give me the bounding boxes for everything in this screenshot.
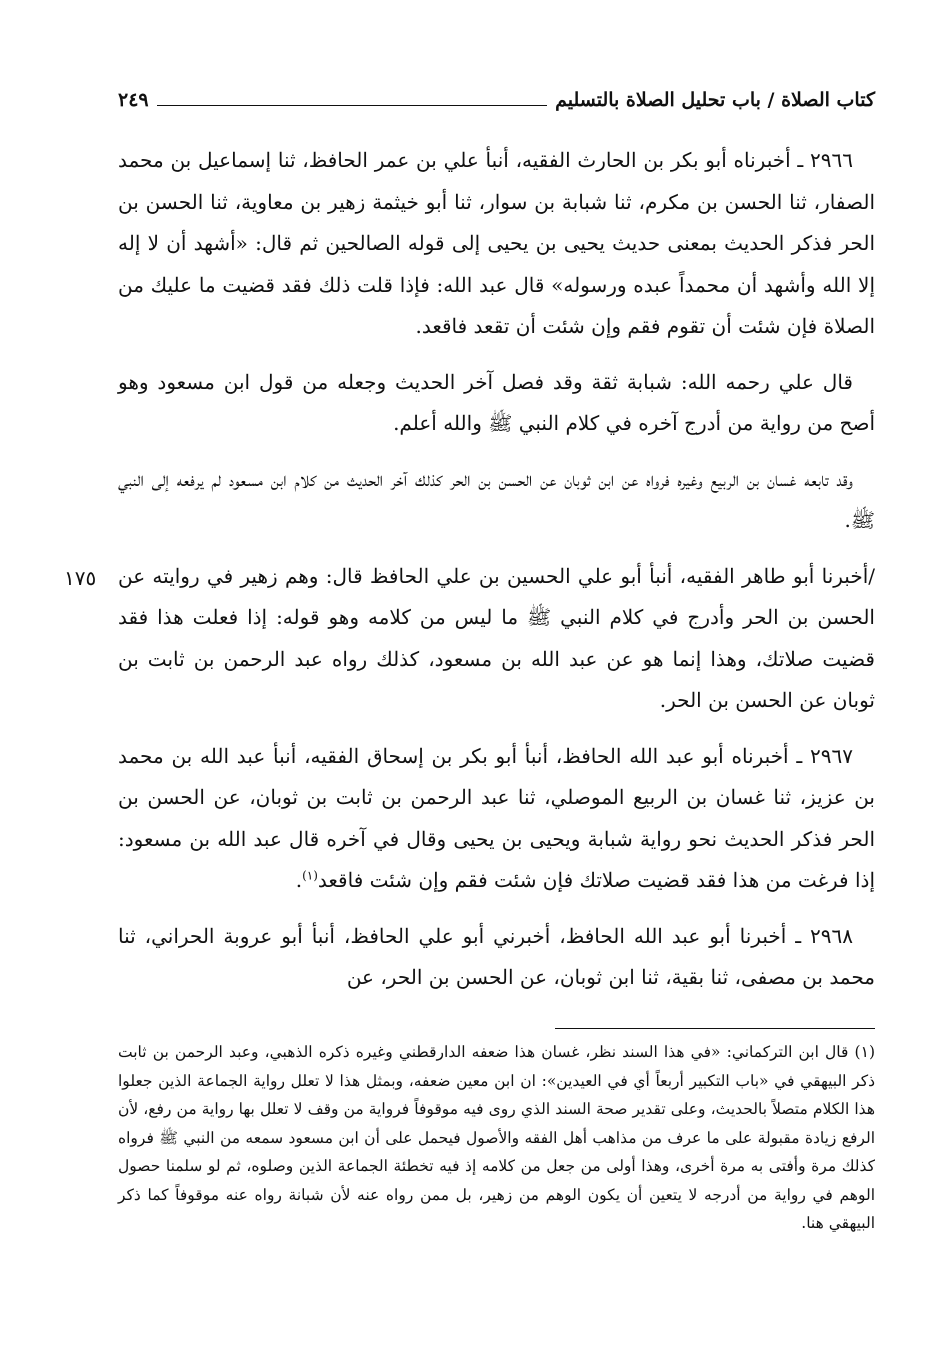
header-rule	[157, 105, 547, 106]
page-number: ٢٤٩	[118, 89, 149, 111]
footnote-reference[interactable]: (١)	[302, 868, 318, 883]
footnote: (١) قال ابن التركماني: «في هذا السند نظر، غسان هذا ضعفه الدارقطني وغيره ذكره الذهبي، وعبد الرحمن بن ثابت ذكر البيهقي في «باب التكبير أربعاً أي في العيدين»: ان ابن معين ضعفه، وبمثل هذا لا تعلل رواية الجماعة الذين جعلوا هذا الكلام متصلاً بالحديث، وعلى تقدير صحة السند الذي روى فيه موقوفاً فرواية من وقف لا تعلل بها رواية من رفع، لأن الرفع زيادة مقبولة على ما عرف من مذاهب أهل الفقه والأصول فيحمل على أن ابن مسعود سمعه من النبي ﷺ فرواه كذلك مرة وأفتى به مرة أخرى، وهذا أولى من جعل من كلامه إذ فيه تخطئة الجماعة الذين وصلوه، ثم لو سلمنا حصول الوهم في رواية من أدرجه لا يتعين أن يكون الوهم من زهير، بل ممن رواه عنه لأن شبانة رواه عنه موقوفاً كما ذكر البيهقي هنا.	[118, 1043, 875, 1232]
footnote-divider	[555, 1028, 875, 1029]
margin-number: ١٧٥	[64, 566, 97, 590]
paragraph-abu-tahir: /أخبرنا أبو طاهر الفقيه، أنبأ أبو علي الحسين بن علي الحافظ قال: وهم زهير في روايته عن الحسن بن الحر وأدرج في كلام النبي ﷺ ما ليس من كلامه وهو قوله: إذا فعلت هذا فقد قضيت صلاتك، وهذا إنما هو عن عبد الله بن مسعود، كذلك رواه عبد الرحمن بن ثابت بن ثوبان عن الحسن بن الحر.	[118, 563, 875, 712]
paragraph-2967-wrapper: ٢٩٦٧ ـ أخبرناه أبو عبد الله الحافظ، أنبأ أبو بكر بن إسحاق الفقيه، أنبأ عبد الله بن محمد بن عزيز، ثنا غسان بن الربيع الموصلي، ثنا عبد الرحمن بن ثابت بن ثوبان، عن الحسن بن الحر فذكر الحديث نحو رواية شبابة ويحيى بن يحيى وقال في آخره قال عبد الله بن مسعود: إذا فرغت من هذا فقد قضيت صلاتك فإن شئت فقم وإن شئت فاقعد$^{(١)}$.	[118, 743, 875, 892]
main-text	[118, 140, 875, 1013]
paragraph-2966: ٢٩٦٦ ـ أخبرناه أبو بكر بن الحارث الفقيه، أنبأ علي بن عمر الحافظ، ثنا إسماعيل بن محمد الصفار، ثنا الحسن بن مكرم، ثنا شبابة بن سوار، ثنا أبو خيثمة زهير بن معاوية، ثنا الحسن بن الحر فذكر الحديث بمعنى حديث يحيى بن يحيى إلى قوله الصالحين ثم قال: «أشهد أن لا إله إلا الله وأشهد أن محمداً عبده ورسوله» قال عبد الله: فإذا قلت ذلك فقد قضيت ما عليك من الصلاة فإن شئت أن تقوم فقم وإن شئت أن تقعد فاقعد.	[118, 148, 875, 338]
paragraph-2968: ٢٩٦٨ ـ أخبرنا أبو عبد الله الحافظ، أخبرني أبو علي الحافظ، أنبأ أبو عروبة الحراني، ثنا محمد بن مصفى، ثنا بقية، ثنا ابن ثوبان، عن الحسن بن الحر، عن	[118, 923, 875, 989]
paragraph-commentary-ghassan: وقد تابعه غسان بن الربيع وغيره فرواه عن ابن ثوبان عن الحسن بن الحر كذلك آخر الحديث من كلام ابن مسعود لم يرفعه إلى النبي ﷺ.	[118, 466, 875, 532]
running-header	[118, 84, 875, 116]
paragraph-commentary-ali: قال علي رحمه الله: شبابة ثقة وقد فصل آخر الحديث وجعله من قول ابن مسعود وهو أصح من رواية من أدرج آخره في كلام النبي ﷺ والله أعلم.	[118, 369, 875, 435]
header-title: كتاب الصلاة / باب تحليل الصلاة بالتسليم	[555, 89, 875, 111]
paragraph-2967: ٢٩٦٧ ـ أخبرناه أبو عبد الله الحافظ، أنبأ أبو بكر بن إسحاق الفقيه، أنبأ عبد الله بن محمد بن عزيز، ثنا غسان بن الربيع الموصلي، ثنا عبد الرحمن بن ثابت بن ثوبان، عن الحسن بن الحر فذكر الحديث نحو رواية شبابة ويحيى بن يحيى وقال في آخره قال عبد الله بن مسعود: إذا فرغت من هذا فقد قضيت صلاتك فإن شئت فقم وإن شئت فاقعد	[118, 743, 875, 892]
